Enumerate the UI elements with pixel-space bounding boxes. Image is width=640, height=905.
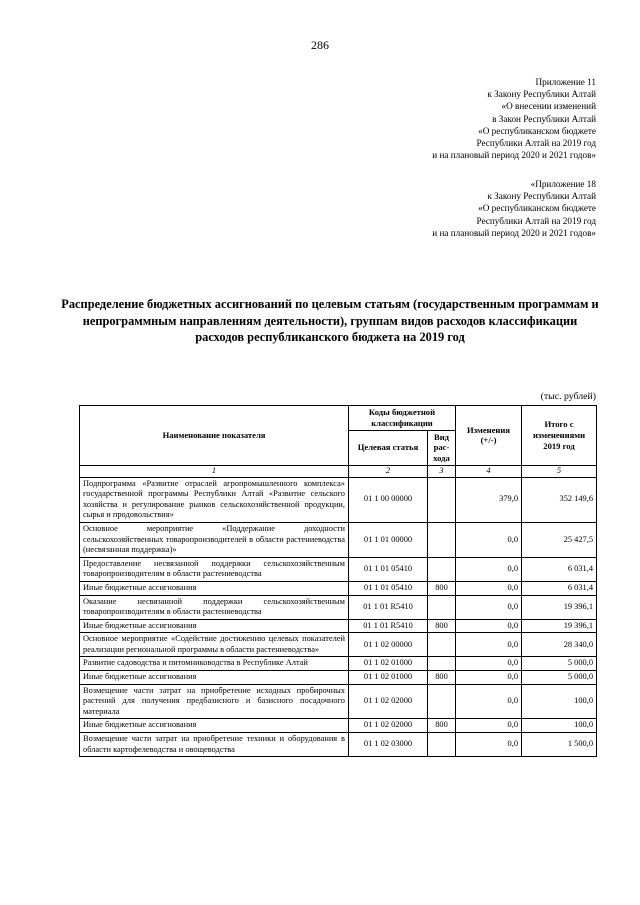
row-expense-type (428, 522, 456, 557)
row-target-code: 01 1 01 00000 (349, 522, 428, 557)
row-change: 379,0 (456, 477, 522, 522)
row-total: 5 000,0 (522, 657, 597, 671)
row-expense-type: 800 (428, 719, 456, 733)
row-change: 0,0 (456, 557, 522, 581)
index-cell: 3 (428, 465, 456, 477)
row-name: Развитие садоводства и питомниководства в Республике Алтай (80, 657, 349, 671)
appendix-18-header (432, 178, 596, 239)
row-name: Основное мероприятие «Содействие достижению целевых показателей реализации региональной программы в области растениеводства» (80, 633, 349, 657)
appendix-line: к Закону Республики Алтай (487, 89, 596, 100)
table-row (80, 557, 597, 581)
row-expense-type: 800 (428, 671, 456, 685)
row-total: 6 031,4 (522, 581, 597, 595)
row-change: 0,0 (456, 719, 522, 733)
row-target-code: 01 1 01 05410 (349, 557, 428, 581)
column-index-row (80, 465, 597, 477)
row-total: 6 031,4 (522, 557, 597, 581)
row-total: 100,0 (522, 719, 597, 733)
row-total: 100,0 (522, 684, 597, 719)
table-row (80, 733, 597, 757)
header-target: Целевая статья (349, 430, 428, 465)
table-row (80, 581, 597, 595)
row-name: Возмещение части затрат на приобретение техники и оборудования в области картофелеводства и овощеводства (80, 733, 349, 757)
row-name: Возмещение части затрат на приобретение исходных пробирочных растений для получения предбазисного и базисного посадочного материала (80, 684, 349, 719)
row-change: 0,0 (456, 684, 522, 719)
row-total: 1 500,0 (522, 733, 597, 757)
appendix-line: «О республиканском бюджете (478, 125, 596, 136)
index-cell: 5 (522, 465, 597, 477)
table-row (80, 619, 597, 633)
row-target-code: 01 1 02 01000 (349, 657, 428, 671)
row-name: Иные бюджетные ассигнования (80, 619, 349, 633)
budget-table (79, 405, 597, 757)
row-change: 0,0 (456, 619, 522, 633)
index-cell: 2 (349, 465, 428, 477)
document-title: Распределение бюджетных ассигнований по целевым статьям (государственным программам и непрограммным направлениям деятельности), группам видов расходов классификации расходов республиканского бюджета на 2019 год (61, 297, 599, 345)
row-expense-type (428, 684, 456, 719)
appendix-line: к Закону Республики Алтай (487, 191, 596, 202)
appendix-line: «Приложение 18 (530, 179, 596, 189)
row-expense-type (428, 557, 456, 581)
appendix-line: и на плановый период 2020 и 2021 годов» (432, 227, 596, 238)
row-target-code: 01 1 02 02000 (349, 684, 428, 719)
table-row (80, 657, 597, 671)
row-change: 0,0 (456, 522, 522, 557)
header-codes-group: Коды бюджетной классификации (349, 406, 456, 431)
row-total: 25 427,5 (522, 522, 597, 557)
appendix-line: Республики Алтай на 2019 год (476, 215, 596, 226)
row-target-code: 01 1 02 02000 (349, 719, 428, 733)
row-change: 0,0 (456, 671, 522, 685)
table-row (80, 719, 597, 733)
row-change: 0,0 (456, 733, 522, 757)
row-name: Подпрограмма «Развитие отраслей агропромышленного комплекса» государственной программы Республики Алтай «Развитие сельского хозяйства и регулирование рынков сельскохозяйственной продукции, сырья и продовольствия» (80, 477, 349, 522)
row-change: 0,0 (456, 595, 522, 619)
row-name: Иные бюджетные ассигнования (80, 581, 349, 595)
row-target-code: 01 1 01 R5410 (349, 595, 428, 619)
row-target-code: 01 1 02 03000 (349, 733, 428, 757)
row-expense-type: 800 (428, 581, 456, 595)
row-change: 0,0 (456, 657, 522, 671)
row-expense-type (428, 595, 456, 619)
appendix-line: «О республиканском бюджете (478, 203, 596, 214)
header-change: Изменения (+/-) (456, 406, 522, 466)
row-expense-type (428, 633, 456, 657)
header-total: Итого с изменениями 2019 год (522, 406, 597, 466)
row-total: 352 149,6 (522, 477, 597, 522)
row-total: 19 396,1 (522, 619, 597, 633)
row-expense-type (428, 657, 456, 671)
table-row (80, 671, 597, 685)
appendix-line: «О внесении изменений (501, 101, 596, 112)
page-number: 286 (311, 38, 329, 52)
appendix-line: Республики Алтай на 2019 год (476, 138, 596, 149)
row-target-code: 01 1 00 00000 (349, 477, 428, 522)
appendix-11-header (432, 76, 596, 161)
appendix-line: Приложение 11 (535, 77, 596, 87)
row-target-code: 01 1 02 00000 (349, 633, 428, 657)
row-expense-type (428, 477, 456, 522)
row-name: Иные бюджетные ассигнования (80, 719, 349, 733)
row-total: 5 000,0 (522, 671, 597, 685)
row-expense-type (428, 733, 456, 757)
row-target-code: 01 1 01 R5410 (349, 619, 428, 633)
table-row (80, 522, 597, 557)
table-row (80, 477, 597, 522)
row-expense-type: 800 (428, 619, 456, 633)
row-target-code: 01 1 02 01000 (349, 671, 428, 685)
table-row (80, 684, 597, 719)
row-target-code: 01 1 01 05410 (349, 581, 428, 595)
row-name: Предоставление несвязанной поддержки сельскохозяйственным товаропроизводителям в области растениеводства (80, 557, 349, 581)
row-change: 0,0 (456, 581, 522, 595)
header-name: Наименование показателя (80, 406, 349, 466)
row-total: 19 396,1 (522, 595, 597, 619)
index-cell: 1 (80, 465, 349, 477)
table-row (80, 633, 597, 657)
row-name: Оказание несвязанной поддержки сельскохозяйственным товаропроизводителям в области растениеводства (80, 595, 349, 619)
index-cell: 4 (456, 465, 522, 477)
appendix-line: и на плановый период 2020 и 2021 годов» (432, 150, 596, 161)
appendix-line: в Закон Республики Алтай (492, 113, 596, 124)
row-name: Иные бюджетные ассигнования (80, 671, 349, 685)
table-row (80, 595, 597, 619)
units-label: (тыс. рублей) (540, 391, 596, 402)
row-total: 28 340,0 (522, 633, 597, 657)
row-name: Основное мероприятие «Поддержание доходности сельскохозяйственных товаропроизводителей в области растениеводства (несвязанная поддержка)» (80, 522, 349, 557)
header-type: Вид рас-хода (428, 430, 456, 465)
row-change: 0,0 (456, 633, 522, 657)
